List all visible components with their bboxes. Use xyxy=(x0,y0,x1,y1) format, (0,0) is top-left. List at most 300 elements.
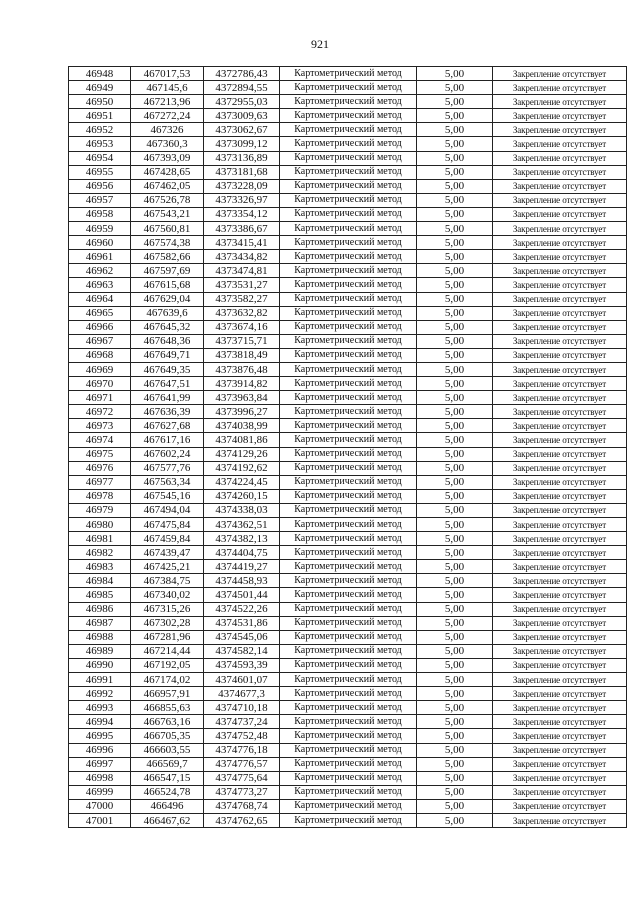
table-row xyxy=(69,67,627,81)
table-row xyxy=(69,306,627,320)
y-coordinate-cell: 4374531,86 xyxy=(204,616,280,630)
accuracy-cell: 5,00 xyxy=(417,250,493,264)
method-cell: Картометрический метод xyxy=(280,278,417,292)
method-cell: Картометрический метод xyxy=(280,602,417,616)
y-coordinate-cell: 4373818,49 xyxy=(204,348,280,362)
accuracy-cell: 5,00 xyxy=(417,588,493,602)
fixing-description-cell: Закрепление отсутствует xyxy=(493,165,627,179)
method-cell: Картометрический метод xyxy=(280,391,417,405)
x-coordinate-cell: 467577,76 xyxy=(131,461,204,475)
method-cell: Картометрический метод xyxy=(280,264,417,278)
point-number-cell: 46953 xyxy=(69,137,131,151)
x-coordinate-cell: 467641,99 xyxy=(131,391,204,405)
accuracy-cell: 5,00 xyxy=(417,546,493,560)
x-coordinate-cell: 467459,84 xyxy=(131,532,204,546)
y-coordinate-cell: 4373181,68 xyxy=(204,165,280,179)
table-row xyxy=(69,489,627,503)
point-number-cell: 46987 xyxy=(69,616,131,630)
y-coordinate-cell: 4374458,93 xyxy=(204,574,280,588)
x-coordinate-cell: 467425,21 xyxy=(131,560,204,574)
table-row xyxy=(69,123,627,137)
x-coordinate-cell: 467213,96 xyxy=(131,95,204,109)
y-coordinate-cell: 4374773,27 xyxy=(204,785,280,799)
y-coordinate-cell: 4373715,71 xyxy=(204,334,280,348)
table-row xyxy=(69,813,627,827)
accuracy-cell: 5,00 xyxy=(417,419,493,433)
x-coordinate-cell: 466705,35 xyxy=(131,729,204,743)
table-row xyxy=(69,433,627,447)
method-cell: Картометрический метод xyxy=(280,701,417,715)
table-row xyxy=(69,658,627,672)
table-row xyxy=(69,560,627,574)
accuracy-cell: 5,00 xyxy=(417,447,493,461)
fixing-description-cell: Закрепление отсутствует xyxy=(493,715,627,729)
y-coordinate-cell: 4374775,64 xyxy=(204,771,280,785)
y-coordinate-cell: 4374404,75 xyxy=(204,546,280,560)
method-cell: Картометрический метод xyxy=(280,236,417,250)
y-coordinate-cell: 4374038,99 xyxy=(204,419,280,433)
fixing-description-cell: Закрепление отсутствует xyxy=(493,137,627,151)
fixing-description-cell: Закрепление отсутствует xyxy=(493,574,627,588)
method-cell: Картометрический метод xyxy=(280,644,417,658)
point-number-cell: 46977 xyxy=(69,475,131,489)
accuracy-cell: 5,00 xyxy=(417,813,493,827)
method-cell: Картометрический метод xyxy=(280,461,417,475)
table-row xyxy=(69,137,627,151)
fixing-description-cell: Закрепление отсутствует xyxy=(493,222,627,236)
table-row xyxy=(69,405,627,419)
accuracy-cell: 5,00 xyxy=(417,602,493,616)
table-row xyxy=(69,546,627,560)
fixing-description-cell: Закрепление отсутствует xyxy=(493,602,627,616)
accuracy-cell: 5,00 xyxy=(417,165,493,179)
table-row xyxy=(69,644,627,658)
y-coordinate-cell: 4373876,48 xyxy=(204,362,280,376)
x-coordinate-cell: 466855,63 xyxy=(131,701,204,715)
point-number-cell: 46978 xyxy=(69,489,131,503)
y-coordinate-cell: 4374776,57 xyxy=(204,757,280,771)
coordinates-table-body xyxy=(69,67,627,828)
method-cell: Картометрический метод xyxy=(280,137,417,151)
x-coordinate-cell: 467602,24 xyxy=(131,447,204,461)
table-row xyxy=(69,785,627,799)
fixing-description-cell: Закрепление отсутствует xyxy=(493,489,627,503)
table-row xyxy=(69,391,627,405)
y-coordinate-cell: 4374582,14 xyxy=(204,644,280,658)
fixing-description-cell: Закрепление отсутствует xyxy=(493,207,627,221)
x-coordinate-cell: 467439,47 xyxy=(131,546,204,560)
fixing-description-cell: Закрепление отсутствует xyxy=(493,616,627,630)
x-coordinate-cell: 466957,91 xyxy=(131,687,204,701)
method-cell: Картометрический метод xyxy=(280,419,417,433)
table-row xyxy=(69,419,627,433)
point-number-cell: 46997 xyxy=(69,757,131,771)
accuracy-cell: 5,00 xyxy=(417,306,493,320)
point-number-cell: 46957 xyxy=(69,193,131,207)
accuracy-cell: 5,00 xyxy=(417,292,493,306)
x-coordinate-cell: 466524,78 xyxy=(131,785,204,799)
table-row xyxy=(69,503,627,517)
y-coordinate-cell: 4374362,51 xyxy=(204,518,280,532)
accuracy-cell: 5,00 xyxy=(417,701,493,715)
table-row xyxy=(69,377,627,391)
y-coordinate-cell: 4373474,81 xyxy=(204,264,280,278)
y-coordinate-cell: 4372894,55 xyxy=(204,81,280,95)
fixing-description-cell: Закрепление отсутствует xyxy=(493,193,627,207)
y-coordinate-cell: 4373434,82 xyxy=(204,250,280,264)
x-coordinate-cell: 466569,7 xyxy=(131,757,204,771)
accuracy-cell: 5,00 xyxy=(417,95,493,109)
method-cell: Картометрический метод xyxy=(280,658,417,672)
accuracy-cell: 5,00 xyxy=(417,644,493,658)
accuracy-cell: 5,00 xyxy=(417,729,493,743)
y-coordinate-cell: 4373136,89 xyxy=(204,151,280,165)
table-row xyxy=(69,207,627,221)
x-coordinate-cell: 467428,65 xyxy=(131,165,204,179)
point-number-cell: 46964 xyxy=(69,292,131,306)
accuracy-cell: 5,00 xyxy=(417,377,493,391)
method-cell: Картометрический метод xyxy=(280,630,417,644)
fixing-description-cell: Закрепление отсутствует xyxy=(493,532,627,546)
table-row xyxy=(69,278,627,292)
point-number-cell: 46965 xyxy=(69,306,131,320)
y-coordinate-cell: 4374382,13 xyxy=(204,532,280,546)
fixing-description-cell: Закрепление отсутствует xyxy=(493,334,627,348)
y-coordinate-cell: 4373914,82 xyxy=(204,377,280,391)
accuracy-cell: 5,00 xyxy=(417,616,493,630)
accuracy-cell: 5,00 xyxy=(417,236,493,250)
method-cell: Картометрический метод xyxy=(280,546,417,560)
y-coordinate-cell: 4374419,27 xyxy=(204,560,280,574)
fixing-description-cell: Закрепление отсутствует xyxy=(493,405,627,419)
y-coordinate-cell: 4373062,67 xyxy=(204,123,280,137)
point-number-cell: 46990 xyxy=(69,658,131,672)
point-number-cell: 46950 xyxy=(69,95,131,109)
x-coordinate-cell: 467645,32 xyxy=(131,320,204,334)
x-coordinate-cell: 467639,6 xyxy=(131,306,204,320)
x-coordinate-cell: 467629,04 xyxy=(131,292,204,306)
fixing-description-cell: Закрепление отсутствует xyxy=(493,687,627,701)
fixing-description-cell: Закрепление отсутствует xyxy=(493,447,627,461)
y-coordinate-cell: 4373531,27 xyxy=(204,278,280,292)
x-coordinate-cell: 467526,78 xyxy=(131,193,204,207)
x-coordinate-cell: 467627,68 xyxy=(131,419,204,433)
x-coordinate-cell: 467494,04 xyxy=(131,503,204,517)
method-cell: Картометрический метод xyxy=(280,757,417,771)
table-row xyxy=(69,236,627,250)
point-number-cell: 46952 xyxy=(69,123,131,137)
y-coordinate-cell: 4374677,3 xyxy=(204,687,280,701)
y-coordinate-cell: 4374192,62 xyxy=(204,461,280,475)
y-coordinate-cell: 4373228,09 xyxy=(204,179,280,193)
accuracy-cell: 5,00 xyxy=(417,222,493,236)
y-coordinate-cell: 4374768,74 xyxy=(204,799,280,813)
point-number-cell: 46986 xyxy=(69,602,131,616)
table-row xyxy=(69,673,627,687)
accuracy-cell: 5,00 xyxy=(417,193,493,207)
point-number-cell: 46973 xyxy=(69,419,131,433)
accuracy-cell: 5,00 xyxy=(417,560,493,574)
y-coordinate-cell: 4374737,24 xyxy=(204,715,280,729)
x-coordinate-cell: 467636,39 xyxy=(131,405,204,419)
method-cell: Картометрический метод xyxy=(280,348,417,362)
accuracy-cell: 5,00 xyxy=(417,673,493,687)
accuracy-cell: 5,00 xyxy=(417,179,493,193)
table-row xyxy=(69,222,627,236)
method-cell: Картометрический метод xyxy=(280,306,417,320)
accuracy-cell: 5,00 xyxy=(417,391,493,405)
method-cell: Картометрический метод xyxy=(280,222,417,236)
point-number-cell: 46992 xyxy=(69,687,131,701)
point-number-cell: 46968 xyxy=(69,348,131,362)
fixing-description-cell: Закрепление отсутствует xyxy=(493,799,627,813)
table-row xyxy=(69,447,627,461)
y-coordinate-cell: 4374710,18 xyxy=(204,701,280,715)
table-row xyxy=(69,475,627,489)
method-cell: Картометрический метод xyxy=(280,687,417,701)
accuracy-cell: 5,00 xyxy=(417,67,493,81)
point-number-cell: 46985 xyxy=(69,588,131,602)
table-row xyxy=(69,616,627,630)
table-row xyxy=(69,320,627,334)
point-number-cell: 46999 xyxy=(69,785,131,799)
accuracy-cell: 5,00 xyxy=(417,405,493,419)
x-coordinate-cell: 467017,53 xyxy=(131,67,204,81)
method-cell: Картометрический метод xyxy=(280,532,417,546)
fixing-description-cell: Закрепление отсутствует xyxy=(493,306,627,320)
accuracy-cell: 5,00 xyxy=(417,489,493,503)
x-coordinate-cell: 467597,69 xyxy=(131,264,204,278)
point-number-cell: 46970 xyxy=(69,377,131,391)
method-cell: Картометрический метод xyxy=(280,560,417,574)
x-coordinate-cell: 467574,38 xyxy=(131,236,204,250)
accuracy-cell: 5,00 xyxy=(417,264,493,278)
table-row xyxy=(69,95,627,109)
x-coordinate-cell: 467475,84 xyxy=(131,518,204,532)
fixing-description-cell: Закрепление отсутствует xyxy=(493,546,627,560)
x-coordinate-cell: 467393,09 xyxy=(131,151,204,165)
fixing-description-cell: Закрепление отсутствует xyxy=(493,391,627,405)
y-coordinate-cell: 4373963,84 xyxy=(204,391,280,405)
x-coordinate-cell: 467617,16 xyxy=(131,433,204,447)
coordinates-table xyxy=(68,66,627,828)
accuracy-cell: 5,00 xyxy=(417,461,493,475)
point-number-cell: 46948 xyxy=(69,67,131,81)
accuracy-cell: 5,00 xyxy=(417,123,493,137)
table-row xyxy=(69,518,627,532)
table-row xyxy=(69,715,627,729)
fixing-description-cell: Закрепление отсутствует xyxy=(493,95,627,109)
fixing-description-cell: Закрепление отсутствует xyxy=(493,278,627,292)
accuracy-cell: 5,00 xyxy=(417,574,493,588)
point-number-cell: 46980 xyxy=(69,518,131,532)
fixing-description-cell: Закрепление отсутствует xyxy=(493,701,627,715)
point-number-cell: 46976 xyxy=(69,461,131,475)
method-cell: Картометрический метод xyxy=(280,165,417,179)
accuracy-cell: 5,00 xyxy=(417,137,493,151)
fixing-description-cell: Закрепление отсутствует xyxy=(493,729,627,743)
y-coordinate-cell: 4373674,16 xyxy=(204,320,280,334)
table-row xyxy=(69,348,627,362)
method-cell: Картометрический метод xyxy=(280,489,417,503)
method-cell: Картометрический метод xyxy=(280,179,417,193)
table-row xyxy=(69,193,627,207)
method-cell: Картометрический метод xyxy=(280,447,417,461)
fixing-description-cell: Закрепление отсутствует xyxy=(493,151,627,165)
method-cell: Картометрический метод xyxy=(280,250,417,264)
x-coordinate-cell: 466763,16 xyxy=(131,715,204,729)
method-cell: Картометрический метод xyxy=(280,588,417,602)
method-cell: Картометрический метод xyxy=(280,771,417,785)
accuracy-cell: 5,00 xyxy=(417,785,493,799)
x-coordinate-cell: 467648,36 xyxy=(131,334,204,348)
y-coordinate-cell: 4373632,82 xyxy=(204,306,280,320)
accuracy-cell: 5,00 xyxy=(417,771,493,785)
point-number-cell: 46994 xyxy=(69,715,131,729)
table-row xyxy=(69,588,627,602)
fixing-description-cell: Закрепление отсутствует xyxy=(493,771,627,785)
point-number-cell: 46956 xyxy=(69,179,131,193)
method-cell: Картометрический метод xyxy=(280,377,417,391)
point-number-cell: 46979 xyxy=(69,503,131,517)
fixing-description-cell: Закрепление отсутствует xyxy=(493,560,627,574)
table-row xyxy=(69,264,627,278)
accuracy-cell: 5,00 xyxy=(417,658,493,672)
y-coordinate-cell: 4373415,41 xyxy=(204,236,280,250)
x-coordinate-cell: 467543,21 xyxy=(131,207,204,221)
y-coordinate-cell: 4374260,15 xyxy=(204,489,280,503)
page-number: 921 xyxy=(311,37,329,51)
fixing-description-cell: Закрепление отсутствует xyxy=(493,658,627,672)
fixing-description-cell: Закрепление отсутствует xyxy=(493,250,627,264)
x-coordinate-cell: 467340,02 xyxy=(131,588,204,602)
y-coordinate-cell: 4373326,97 xyxy=(204,193,280,207)
table-row xyxy=(69,687,627,701)
point-number-cell: 47000 xyxy=(69,799,131,813)
accuracy-cell: 5,00 xyxy=(417,532,493,546)
x-coordinate-cell: 467649,35 xyxy=(131,362,204,376)
point-number-cell: 46954 xyxy=(69,151,131,165)
method-cell: Картометрический метод xyxy=(280,673,417,687)
method-cell: Картометрический метод xyxy=(280,362,417,376)
point-number-cell: 46955 xyxy=(69,165,131,179)
point-number-cell: 46949 xyxy=(69,81,131,95)
accuracy-cell: 5,00 xyxy=(417,475,493,489)
fixing-description-cell: Закрепление отсутствует xyxy=(493,377,627,391)
accuracy-cell: 5,00 xyxy=(417,320,493,334)
fixing-description-cell: Закрепление отсутствует xyxy=(493,81,627,95)
accuracy-cell: 5,00 xyxy=(417,362,493,376)
accuracy-cell: 5,00 xyxy=(417,630,493,644)
point-number-cell: 46982 xyxy=(69,546,131,560)
point-number-cell: 46971 xyxy=(69,391,131,405)
x-coordinate-cell: 466496 xyxy=(131,799,204,813)
fixing-description-cell: Закрепление отсутствует xyxy=(493,630,627,644)
fixing-description-cell: Закрепление отсутствует xyxy=(493,673,627,687)
point-number-cell: 46967 xyxy=(69,334,131,348)
table-row xyxy=(69,743,627,757)
table-row xyxy=(69,362,627,376)
x-coordinate-cell: 467647,51 xyxy=(131,377,204,391)
point-number-cell: 46995 xyxy=(69,729,131,743)
table-row xyxy=(69,250,627,264)
x-coordinate-cell: 467281,96 xyxy=(131,630,204,644)
fixing-description-cell: Закрепление отсутствует xyxy=(493,461,627,475)
point-number-cell: 46969 xyxy=(69,362,131,376)
y-coordinate-cell: 4372786,43 xyxy=(204,67,280,81)
method-cell: Картометрический метод xyxy=(280,81,417,95)
x-coordinate-cell: 467563,34 xyxy=(131,475,204,489)
fixing-description-cell: Закрепление отсутствует xyxy=(493,179,627,193)
method-cell: Картометрический метод xyxy=(280,433,417,447)
x-coordinate-cell: 466467,62 xyxy=(131,813,204,827)
table-row xyxy=(69,461,627,475)
point-number-cell: 46981 xyxy=(69,532,131,546)
accuracy-cell: 5,00 xyxy=(417,81,493,95)
x-coordinate-cell: 467582,66 xyxy=(131,250,204,264)
fixing-description-cell: Закрепление отсутствует xyxy=(493,419,627,433)
table-row xyxy=(69,630,627,644)
x-coordinate-cell: 467462,05 xyxy=(131,179,204,193)
y-coordinate-cell: 4374501,44 xyxy=(204,588,280,602)
x-coordinate-cell: 467315,26 xyxy=(131,602,204,616)
x-coordinate-cell: 467545,16 xyxy=(131,489,204,503)
point-number-cell: 46974 xyxy=(69,433,131,447)
y-coordinate-cell: 4374522,26 xyxy=(204,602,280,616)
table-row xyxy=(69,165,627,179)
method-cell: Картометрический метод xyxy=(280,616,417,630)
accuracy-cell: 5,00 xyxy=(417,687,493,701)
method-cell: Картометрический метод xyxy=(280,95,417,109)
y-coordinate-cell: 4373386,67 xyxy=(204,222,280,236)
y-coordinate-cell: 4373582,27 xyxy=(204,292,280,306)
accuracy-cell: 5,00 xyxy=(417,334,493,348)
point-number-cell: 46983 xyxy=(69,560,131,574)
method-cell: Картометрический метод xyxy=(280,729,417,743)
x-coordinate-cell: 467192,05 xyxy=(131,658,204,672)
method-cell: Картометрический метод xyxy=(280,475,417,489)
y-coordinate-cell: 4374752,48 xyxy=(204,729,280,743)
point-number-cell: 46961 xyxy=(69,250,131,264)
point-number-cell: 46960 xyxy=(69,236,131,250)
method-cell: Картометрический метод xyxy=(280,292,417,306)
fixing-description-cell: Закрепление отсутствует xyxy=(493,348,627,362)
x-coordinate-cell: 467214,44 xyxy=(131,644,204,658)
table-row xyxy=(69,179,627,193)
x-coordinate-cell: 467649,71 xyxy=(131,348,204,362)
point-number-cell: 46996 xyxy=(69,743,131,757)
point-number-cell: 46998 xyxy=(69,771,131,785)
accuracy-cell: 5,00 xyxy=(417,207,493,221)
method-cell: Картометрический метод xyxy=(280,813,417,827)
fixing-description-cell: Закрепление отсутствует xyxy=(493,236,627,250)
method-cell: Картометрический метод xyxy=(280,574,417,588)
method-cell: Картометрический метод xyxy=(280,518,417,532)
method-cell: Картометрический метод xyxy=(280,109,417,123)
fixing-description-cell: Закрепление отсутствует xyxy=(493,292,627,306)
accuracy-cell: 5,00 xyxy=(417,757,493,771)
x-coordinate-cell: 467560,81 xyxy=(131,222,204,236)
point-number-cell: 46966 xyxy=(69,320,131,334)
fixing-description-cell: Закрепление отсутствует xyxy=(493,475,627,489)
y-coordinate-cell: 4372955,03 xyxy=(204,95,280,109)
table-row xyxy=(69,532,627,546)
point-number-cell: 46951 xyxy=(69,109,131,123)
fixing-description-cell: Закрепление отсутствует xyxy=(493,757,627,771)
point-number-cell: 46975 xyxy=(69,447,131,461)
accuracy-cell: 5,00 xyxy=(417,348,493,362)
fixing-description-cell: Закрепление отсутствует xyxy=(493,320,627,334)
